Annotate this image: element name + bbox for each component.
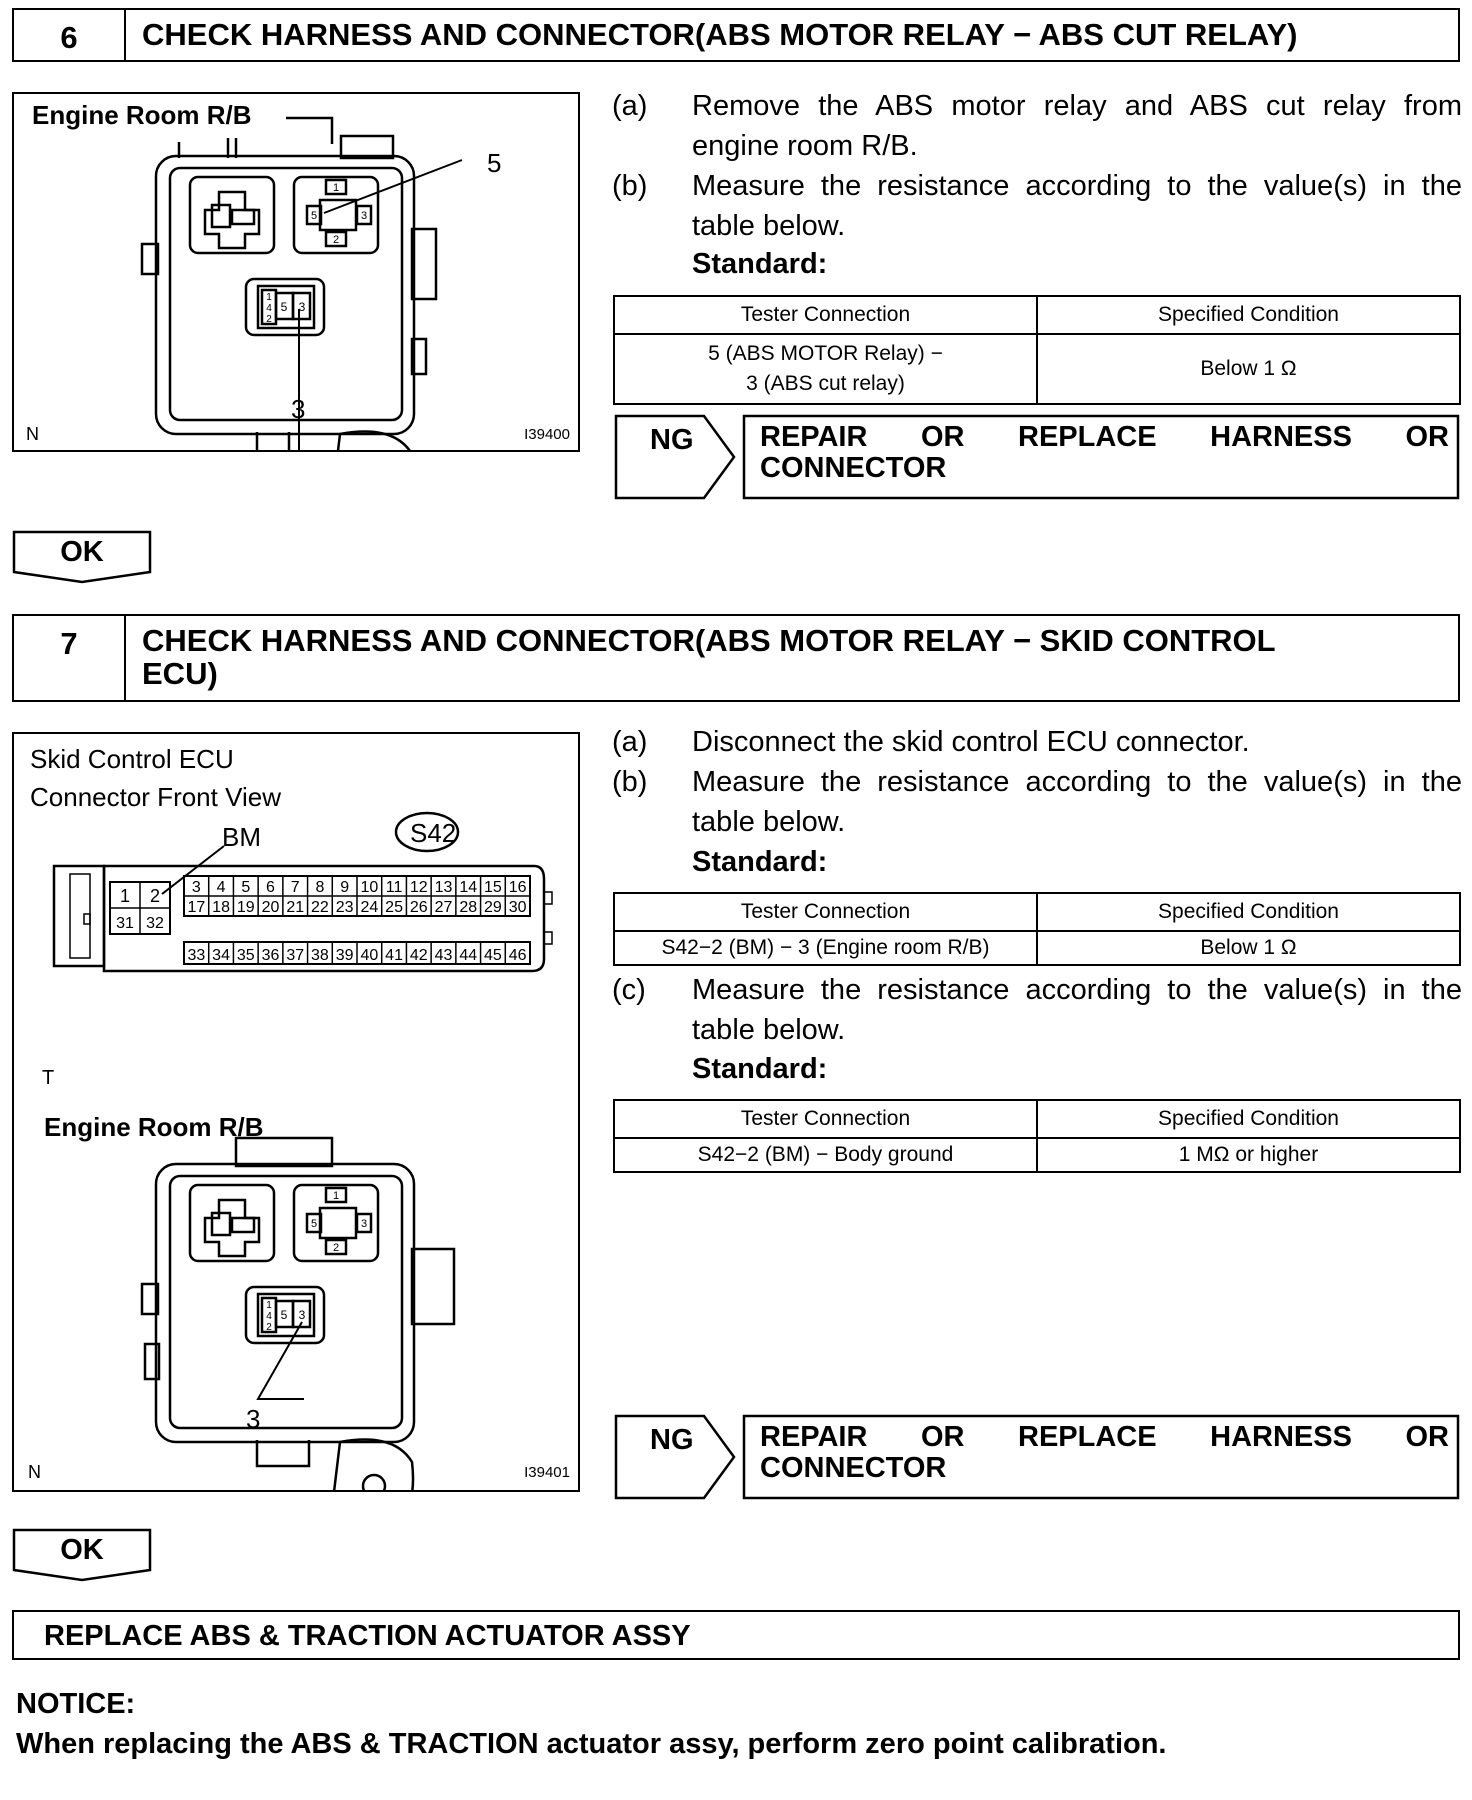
ecu-pin-label: 15 — [484, 879, 502, 896]
ecu-pin-label: 37 — [286, 947, 305, 964]
ecu-pin-label: 20 — [261, 899, 280, 916]
ecu-pin-label: 10 — [360, 879, 379, 896]
ecu-pin-label: 31 — [116, 915, 134, 932]
table-header: Tester Connection — [614, 1100, 1037, 1138]
ecu-pin-label: 35 — [236, 947, 255, 964]
callout-3: 3 — [246, 1404, 261, 1434]
ecu-pin-label: 6 — [266, 879, 275, 896]
connection-line: 3 (ABS cut relay) — [746, 372, 905, 395]
step-7-instruction-b — [612, 762, 1462, 842]
ng-line-2: CONNECTOR — [760, 452, 947, 484]
pin-label: 2 — [332, 1242, 340, 1254]
ecu-pin-label: 43 — [434, 947, 453, 964]
step-title — [142, 624, 1448, 690]
relay-pin-labels — [14, 734, 578, 1490]
notice-label: NOTICE: — [16, 1688, 136, 1720]
figure-code: I39401 — [524, 1464, 570, 1481]
ng-word: REPLACE — [1018, 1421, 1157, 1453]
ecu-pin-label: 24 — [360, 899, 379, 916]
ng-word: REPAIR — [760, 1421, 868, 1453]
ng-word: REPLACE — [1018, 421, 1157, 453]
final-step-box — [12, 1610, 1460, 1660]
table-header: Tester Connection — [614, 296, 1037, 334]
ok-label: OK — [60, 536, 104, 568]
connector-code: S42 — [410, 818, 457, 848]
pin-label: 2 — [266, 314, 272, 325]
ecu-pin-label: 44 — [459, 947, 478, 964]
pin-label: 3 — [298, 1308, 306, 1322]
ecu-pin-label: 21 — [286, 899, 305, 916]
ng-label: NG — [650, 1424, 694, 1456]
spec-table-2 — [613, 1099, 1461, 1173]
ng-action — [760, 1422, 1449, 1484]
table-cell: Below 1 Ω — [1037, 334, 1460, 404]
step-7-ok-branch — [12, 1528, 152, 1582]
instruction-label: (b) — [612, 170, 648, 202]
ecu-pin-label: 27 — [434, 899, 453, 916]
ecu-pin-label: 12 — [409, 879, 428, 896]
ecu-pin-label: 38 — [311, 947, 329, 964]
callout-3: 3 — [291, 394, 306, 424]
pin-label: 1 — [332, 182, 340, 194]
title-line: ECU) — [142, 656, 218, 691]
corner-mark: N — [28, 1462, 41, 1482]
pin-label: 3 — [360, 210, 368, 222]
figure-label: Engine Room R/B — [32, 100, 252, 130]
pin-label: 4 — [266, 303, 272, 314]
bm-label: BM — [222, 822, 261, 852]
ng-word: OR — [1405, 421, 1449, 453]
ecu-pin-label: 5 — [241, 879, 251, 896]
ng-word: OR — [920, 421, 965, 453]
pin-label: 2 — [332, 234, 340, 246]
step-6-instruction-b — [612, 166, 1462, 246]
rb-label: Engine Room R/B — [44, 1112, 264, 1142]
corner-mark: N — [26, 424, 39, 444]
step-6-instruction-a — [612, 86, 1462, 166]
pin-label: 4 — [266, 1311, 272, 1322]
ecu-pin-label: 1 — [119, 886, 131, 906]
ecu-pin-label: 34 — [212, 947, 230, 964]
ecu-pin-label: 23 — [335, 899, 354, 916]
ecu-pin-label: 46 — [508, 947, 527, 964]
ecu-pin-label: 22 — [311, 899, 329, 916]
step-number: 7 — [14, 616, 126, 700]
final-step-title: REPLACE ABS & TRACTION ACTUATOR ASSY — [44, 1620, 691, 1652]
ecu-pin-label: 41 — [385, 947, 403, 964]
table-cell: 1 MΩ or higher — [1037, 1138, 1460, 1172]
ecu-pin-label: 9 — [340, 879, 350, 896]
ecu-label: Connector Front View — [30, 782, 281, 812]
pin-label: 5 — [280, 1308, 288, 1322]
instruction-text: Measure the resistance according to the value(s) in the table below. — [692, 766, 1462, 838]
ng-line-2: CONNECTOR — [760, 1452, 947, 1484]
step-7-figure — [12, 732, 580, 1492]
ecu-pin-label: 39 — [335, 947, 354, 964]
ng-word: HARNESS — [1210, 421, 1352, 453]
ecu-pin-label: 29 — [484, 899, 502, 916]
instruction-text: Measure the resistance according to the value(s) in the table below. — [692, 170, 1462, 242]
step-6-ng-branch — [614, 414, 1461, 500]
ecu-pin-label: 7 — [290, 879, 300, 896]
ecu-pin-label: 33 — [187, 947, 206, 964]
figure-code: I39400 — [524, 426, 570, 443]
ecu-pin-label: 36 — [261, 947, 280, 964]
ecu-pin-label: 18 — [212, 899, 230, 916]
pin-label: 5 — [310, 210, 318, 222]
table-header: Specified Condition — [1037, 893, 1460, 931]
ecu-label: Skid Control ECU — [30, 744, 234, 774]
ng-word: REPAIR — [760, 421, 868, 453]
ecu-pin-label: 40 — [360, 947, 379, 964]
table-header: Specified Condition — [1037, 1100, 1460, 1138]
notice-text: When replacing the ABS & TRACTION actuator assy, perform zero point calibration. — [16, 1728, 1167, 1760]
standard-label: Standard: — [692, 1053, 828, 1085]
ng-label: NG — [650, 424, 694, 456]
ecu-pin-label: 19 — [236, 899, 255, 916]
instruction-label: (c) — [612, 974, 646, 1006]
step-7-ng-branch — [614, 1414, 1461, 1500]
step-7-header — [12, 614, 1460, 702]
table-cell — [614, 334, 1037, 404]
ecu-pin-label: 42 — [409, 947, 428, 964]
ng-word: OR — [1405, 1421, 1449, 1453]
ecu-pin-label: 25 — [385, 899, 403, 916]
ecu-pin-label: 26 — [409, 899, 428, 916]
step-7-instruction-c — [612, 970, 1462, 1050]
table-header: Specified Condition — [1037, 296, 1460, 334]
instruction-label: (a) — [612, 726, 648, 758]
instruction-label: (a) — [612, 90, 648, 122]
pin-label: 1 — [266, 292, 272, 303]
step-6-figure — [12, 92, 580, 452]
ecu-pin-label: 30 — [508, 899, 527, 916]
pin-label: 3 — [360, 1218, 368, 1230]
standard-label: Standard: — [692, 248, 828, 280]
step-6-header — [12, 8, 1460, 62]
pin-label: 3 — [298, 300, 306, 314]
instruction-label: (b) — [612, 766, 648, 798]
spec-table — [613, 295, 1461, 405]
step-number: 6 — [14, 10, 126, 60]
ecu-pin-label: 13 — [434, 879, 453, 896]
table-cell: Below 1 Ω — [1037, 931, 1460, 965]
corner-mark: T — [42, 1067, 55, 1089]
standard-label: Standard: — [692, 846, 828, 878]
pin-label: 5 — [280, 300, 288, 314]
ecu-pin-label: 11 — [385, 879, 403, 896]
ecu-pin-label: 8 — [315, 879, 325, 896]
instruction-text: Disconnect the skid control ECU connector. — [692, 726, 1250, 758]
ecu-pin-label: 4 — [216, 879, 226, 896]
ecu-pin-label: 16 — [508, 879, 527, 896]
pin-label: 2 — [266, 1322, 272, 1333]
ok-label: OK — [60, 1534, 104, 1566]
table-cell: S42−2 (BM) − Body ground — [614, 1138, 1037, 1172]
step-title: CHECK HARNESS AND CONNECTOR(ABS MOTOR RELAY − ABS CUT RELAY) — [142, 17, 1298, 52]
ecu-pin-label: 14 — [459, 879, 478, 896]
instruction-text: Measure the resistance according to the value(s) in the table below. — [692, 974, 1462, 1046]
table-header: Tester Connection — [614, 893, 1037, 931]
ecu-pin-label: 3 — [191, 879, 201, 896]
step-6-ok-branch — [12, 530, 152, 584]
ng-word: OR — [920, 1421, 965, 1453]
step-7-instruction-a — [612, 722, 1462, 762]
ecu-pin-label: 45 — [484, 947, 502, 964]
ecu-pin-label: 28 — [459, 899, 478, 916]
pin-label: 1 — [332, 1190, 340, 1202]
spec-table-1 — [613, 892, 1461, 966]
pin-label: 5 — [310, 1218, 318, 1230]
ecu-pin-label: 2 — [149, 886, 161, 906]
ecu-pin-label: 32 — [146, 915, 164, 932]
table-cell: S42−2 (BM) − 3 (Engine room R/B) — [614, 931, 1037, 965]
title-line: CHECK HARNESS AND CONNECTOR(ABS MOTOR RELAY − SKID CONTROL — [142, 623, 1276, 658]
ng-action — [760, 422, 1449, 484]
ng-word: HARNESS — [1210, 1421, 1352, 1453]
callout-5: 5 — [487, 148, 502, 178]
pin-label: 1 — [266, 1300, 272, 1311]
instruction-text: Remove the ABS motor relay and ABS cut relay from engine room R/B. — [692, 90, 1462, 162]
ecu-pin-label: 17 — [187, 899, 206, 916]
connection-line: 5 (ABS MOTOR Relay) − — [708, 342, 943, 365]
